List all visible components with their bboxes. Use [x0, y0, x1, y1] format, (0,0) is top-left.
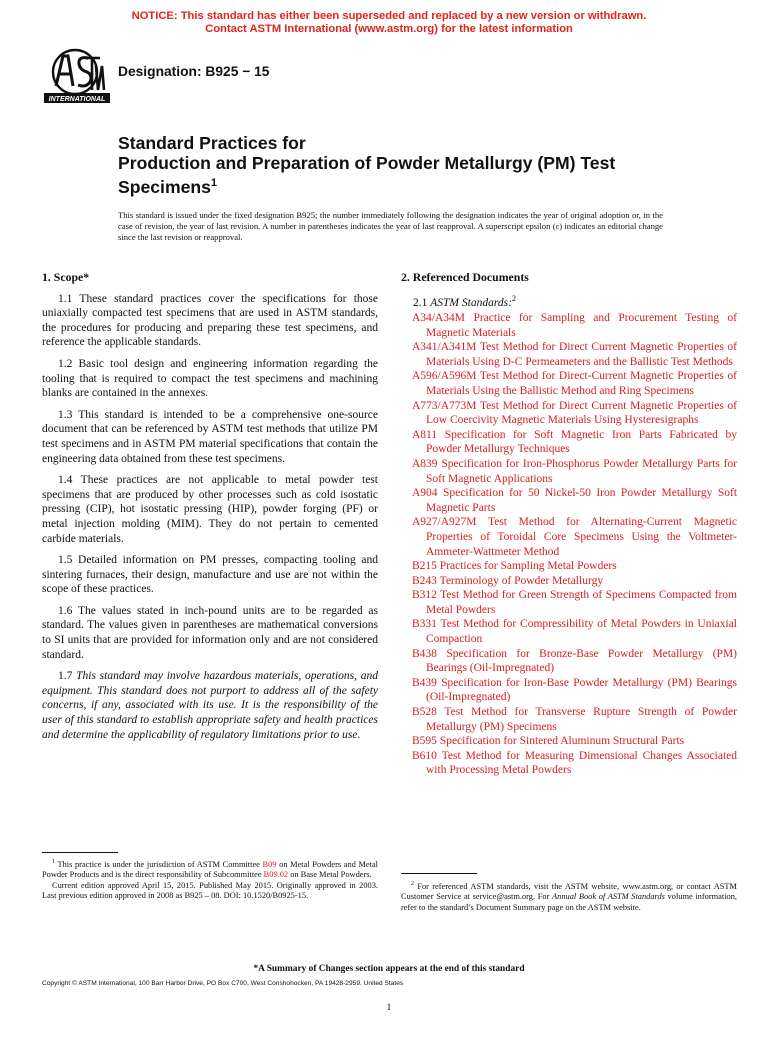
footnote-2-text-b: volume information, refer to the standard’s Document Summary page on the ASTM website.: [401, 892, 737, 912]
title-line-2: Production and Preparation of Powder Metallurgy (PM) Test: [118, 153, 616, 173]
notice-line-2: Contact ASTM International (www.astm.org) for the latest information: [205, 23, 573, 35]
standard-title-link[interactable]: Practices for Sampling Metal Powders: [439, 560, 617, 573]
standard-code-link[interactable]: B243: [412, 574, 437, 587]
footnote-1-text-b: on Metal Powders and Metal Powder Products and is the direct responsibility of Subcommittee: [42, 859, 378, 880]
safety-statement: This standard may involve hazardous materials, operations, and equipment. This standard does not purport to address all of the safety concerns, if any, associated with its use. It is the responsibility of the user of this standard to establish appropriate safety and health practices and determine the applicability of regulatory limitations prior to use.: [42, 670, 378, 741]
standard-code-link[interactable]: B312: [412, 589, 437, 602]
footnote-2-mark: 2: [411, 881, 414, 887]
footnote-rule-left: [42, 852, 118, 853]
footnote-1-text-c: on Base Metal Powders.: [290, 870, 372, 880]
footnote-1-jurisdiction: [42, 857, 378, 881]
standard-code-link[interactable]: A773/A773M: [412, 399, 477, 412]
title-line-1: Standard Practices for: [118, 133, 306, 153]
referenced-standard-item: [401, 734, 737, 749]
referenced-standard-item: [401, 749, 737, 778]
subheading-footnote-mark: 2: [511, 293, 516, 303]
referenced-standard-item: [401, 676, 737, 705]
standard-title-link[interactable]: Test Method for Green Strength of Specimens Compacted from Metal Powders: [426, 589, 738, 616]
scope-paragraph-1-2: 1.2 Basic tool design and engineering information regarding the tooling that is required to compact the test specimens and machining blanks are contained in the annexes.: [42, 357, 378, 400]
referenced-standard-item: [401, 340, 737, 369]
standard-title-link[interactable]: Test Method for Direct-Current Magnetic Properties of Materials Using the Ballistic Method and Ring Specimens: [426, 370, 737, 397]
standard-title-link[interactable]: Test Method for Compressibility of Metal Powders in Uniaxial Compaction: [426, 618, 737, 646]
footnote-1: [42, 857, 378, 901]
footnote-1-text-a: This practice is under the jurisdiction of ASTM Committee: [57, 859, 260, 869]
standard-title-link[interactable]: Test Method for Transverse Rupture Strength of Powder Metallurgy (PM) Specimens: [426, 706, 737, 733]
footnote-2-text: [401, 879, 737, 913]
standard-title-link[interactable]: Test Method for Alternating-Current Magnetic Properties of Toroidal Core Specimens Using the Voltmeter-Ammeter-Wattmeter Method: [426, 516, 737, 558]
referenced-standard-item: [401, 457, 737, 486]
standard-title-link[interactable]: Terminology of Powder Metallurgy: [439, 574, 604, 587]
title-line-3: [118, 173, 718, 197]
standard-code-link[interactable]: B331: [412, 618, 437, 631]
page-number: 1: [386, 1002, 392, 1013]
referenced-standard-item: [401, 399, 737, 428]
scope-paragraph-1-3: 1.3 This standard is intended to be a comprehensive one-source document that can be referenced by ASTM test methods that utilize PM test specimens and in ASTM PM material specifications that contain the engineering data obtained from these test specimens.: [42, 408, 378, 465]
scope-paragraph-1-6: 1.6 The values stated in inch-pound units are to be regarded as standard. The values given in parentheses are mathematical conversions to SI units that are provided for information only and are not considered standard.: [42, 604, 378, 661]
referenced-standard-item: [401, 311, 737, 340]
committee-b09-link[interactable]: B09: [262, 859, 277, 869]
referenced-standard-item: [401, 369, 737, 398]
standard-code-link[interactable]: A34/A34M: [412, 312, 466, 325]
scope-paragraph-1-7: [42, 669, 378, 742]
standard-title-link[interactable]: Test Method for Direct Current Magnetic Properties of Materials Using D-C Permeameters and the Ballistic Test Methods: [426, 341, 737, 368]
footnote-2-text-a: For referenced ASTM standards, visit the ASTM website, www.astm.org, or contact ASTM Customer Service at service@astm.org. For: [401, 881, 737, 902]
footnote-1-edition: Current edition approved April 15, 2015. Published May 2015. Originally approved in 2003. Last previous edition approved in 2008 as B925 – 08. DOI: 10.1520/B0925-15.: [42, 880, 378, 901]
standard-code-link[interactable]: B438: [412, 647, 437, 660]
referenced-standard-item: [401, 647, 737, 676]
referenced-standard-item: [401, 705, 737, 734]
issuance-statement: This standard is issued under the fixed designation B925; the number immediately following the designation indicates the year of original adoption or, in the case of revision, the year of last revision. A number in parentheses indicates the year of last reapproval. A superscript epsilon (ε) indicates an editorial change since the last revision or reapproval.: [118, 210, 663, 242]
standard-code-link[interactable]: B610: [412, 749, 437, 762]
standard-code-link[interactable]: A811: [412, 428, 438, 441]
standard-code-link[interactable]: A596/A596M: [412, 370, 477, 383]
standard-code-link[interactable]: A927/A927M: [412, 516, 477, 529]
standard-title-link[interactable]: Specification for Sintered Aluminum Structural Parts: [439, 735, 685, 748]
astm-standards-subheading: [413, 292, 737, 310]
right-column: [401, 270, 737, 778]
scope-paragraph-1-4: 1.4 These practices are not applicable to metal powder test specimens that are produced by other processes such as cold isostatic pressing (CIP), hot isostatic pressing (HIP), powder forging (PF) or metal injection molding (MIM). They do not pertain to cemented carbide materials.: [42, 474, 378, 545]
title-line-3-text: Specimens: [118, 176, 211, 197]
referenced-standard-item: [401, 617, 737, 646]
scope-paragraph-1-5: 1.5 Detailed information on PM presses, compacting tooling and sintering furnaces, their design, manufacture and use are not within the scope of these practices.: [42, 554, 378, 596]
standard-code-link[interactable]: B439: [412, 676, 437, 689]
standard-title-link[interactable]: Practice for Sampling and Procurement Testing of Magnetic Materials: [426, 312, 738, 339]
footnote-rule-right: [401, 873, 477, 874]
referenced-standard-item: [401, 428, 737, 457]
standard-code-link[interactable]: A904: [412, 487, 438, 500]
subcommittee-b0902-link[interactable]: B09.02: [263, 870, 289, 880]
referenced-standard-item: [401, 559, 737, 574]
title-footnote-mark: 1: [210, 177, 218, 189]
astm-international-logo-icon: [42, 46, 112, 106]
standard-title-link[interactable]: Specification for Iron-Base Powder Metallurgy (PM) Bearings (Oil-Impregnated): [426, 676, 738, 704]
standard-title-link[interactable]: Test Method for Measuring Dimensional Changes Associated with Processing Metal Powders: [426, 749, 738, 777]
standard-code-link[interactable]: B595: [412, 735, 437, 748]
notice-line-1: NOTICE: This standard has either been superseded and replaced by a new version or withdrawn.: [131, 10, 647, 22]
subheading-title: ASTM Standards:: [430, 296, 512, 309]
scope-paragraph-1-7-number: 1.7: [58, 670, 73, 683]
standard-title-link[interactable]: Specification for Soft Magnetic Iron Parts Fabricated by Powder Metallurgy Techniques: [426, 428, 737, 456]
standard-title-link[interactable]: Specification for 50 Nickel-50 Iron Powder Metallurgy Soft Magnetic Parts: [426, 487, 738, 514]
subheading-number: 2.1: [413, 296, 428, 309]
standard-code-link[interactable]: B528: [412, 706, 437, 719]
footnote-2: [401, 879, 737, 913]
copyright-line: Copyright © ASTM International, 100 Barr Harbor Drive, PO Box C700, West Conshohocken, PA 19428-2959. United States: [42, 980, 404, 987]
referenced-standards-list: [401, 311, 737, 778]
standard-code-link[interactable]: A341/A341M: [412, 341, 477, 354]
standard-title-link[interactable]: Specification for Iron-Phosphorus Powder Metallurgy Parts for Soft Magnetic Applications: [426, 457, 737, 485]
referenced-standard-item: [401, 588, 737, 617]
standard-code-link[interactable]: B215: [412, 560, 437, 573]
referenced-standard-item: [401, 486, 737, 515]
scope-heading: 1. Scope*: [42, 270, 90, 284]
standard-title-link[interactable]: Specification for Bronze-Base Powder Metallurgy (PM) Bearings (Oil-Impregnated): [426, 647, 738, 675]
summary-of-changes-note: *A Summary of Changes section appears at the end of this standard: [253, 964, 525, 974]
designation: Designation: B925 − 15: [118, 64, 270, 79]
left-column: [42, 270, 378, 749]
footnote-1-mark: 1: [52, 859, 55, 865]
logo-text: INTERNATIONAL: [48, 96, 106, 103]
annual-book-title: Annual Book of ASTM Standards: [552, 892, 665, 902]
document-title: [118, 133, 718, 197]
standard-code-link[interactable]: A839: [412, 457, 438, 470]
standard-title-link[interactable]: Test Method for Direct Current Magnetic Properties of Low Coercivity Magnetic Materials Using Hysteresigraphs: [426, 399, 737, 427]
withdrawal-notice: [0, 10, 778, 36]
referenced-documents-heading: 2. Referenced Documents: [401, 270, 529, 284]
referenced-standard-item: [401, 515, 737, 559]
scope-paragraph-1-1: 1.1 These standard practices cover the specifications for those uniaxially compacted test specimens that are used in ASTM standards, the procedures for producing and preparing these test specimens, and reference the applicable standards.: [42, 292, 378, 349]
referenced-standard-item: [401, 574, 737, 589]
